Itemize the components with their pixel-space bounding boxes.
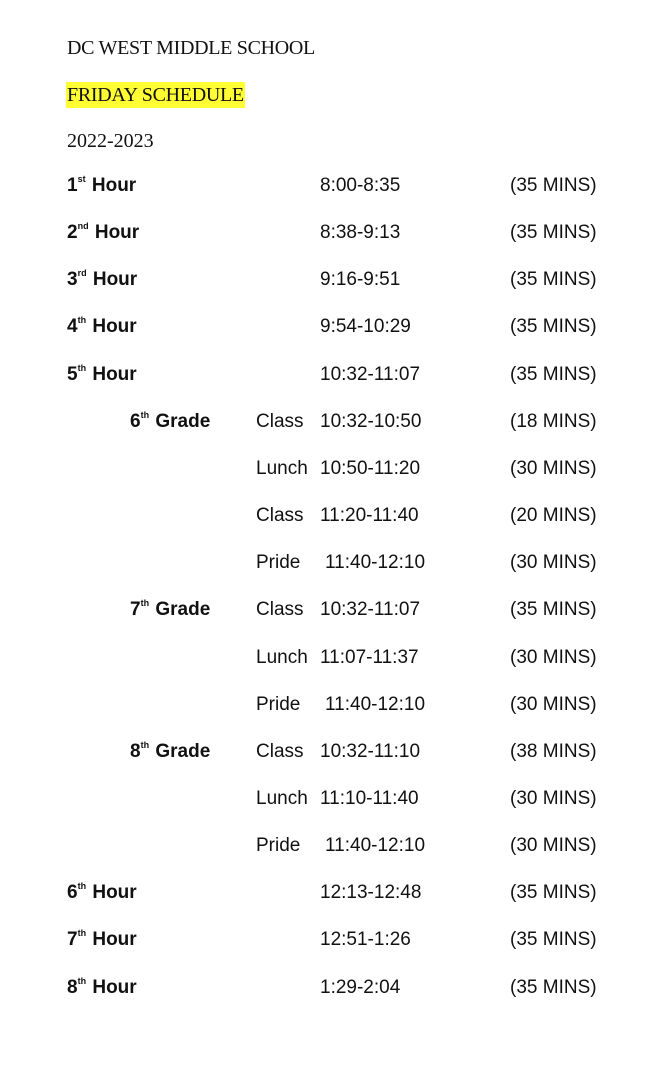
duration: (35 MINS) [510,976,597,998]
grade-sub-row [0,643,660,673]
duration: (30 MINS) [510,552,597,574]
label-word: Hour [92,269,138,291]
time-range: 8:00-8:35 [320,175,401,196]
time-range: 1:29-2:04 [320,976,401,998]
ordinal-number: 3 [67,269,78,291]
label-word: Hour [92,882,137,904]
ordinal-number: 4 [67,316,78,338]
ordinal-number: 6 [67,882,78,904]
hour-row [0,878,660,908]
ordinal-number: 1 [67,175,78,196]
school-year: 2022-2023 [67,130,154,152]
period-type: Class [256,505,304,527]
hour-row [0,360,660,390]
ordinal-suffix: rd [77,268,87,279]
duration: (35 MINS) [510,222,597,244]
duration: (35 MINS) [510,882,597,904]
ordinal-number: 7 [130,599,141,621]
grade-label [130,737,210,769]
duration: (30 MINS) [510,457,597,479]
time-range: 12:13-12:48 [320,882,422,904]
duration: (18 MINS) [510,410,597,432]
duration: (30 MINS) [510,787,597,809]
hour-row [0,973,660,1003]
time-range: 11:40-12:10 [325,552,426,574]
time-range: 9:54-10:29 [320,316,411,338]
time-range: 10:32-11:10 [320,740,421,762]
label-word: Hour [92,929,137,951]
period-type: Pride [256,552,301,574]
duration: (35 MINS) [510,599,597,621]
period-type: Lunch [256,787,308,809]
ordinal-suffix: th [77,362,87,373]
ordinal-suffix: th [140,598,150,609]
ordinal-suffix: th [77,975,87,986]
school-title: DC WEST MIDDLE SCHOOL [67,37,315,59]
time-range: 10:32-10:50 [320,410,422,432]
period-type: Pride [256,693,301,715]
schedule-title: FRIDAY SCHEDULE [67,84,244,106]
label-word: Grade [155,740,211,762]
hour-label [67,312,137,344]
hour-label [67,218,139,250]
label-word: Hour [92,976,137,998]
period-type: Class [256,599,304,621]
ordinal-suffix: th [140,739,150,750]
label-word: Hour [92,363,137,385]
grade-sub-row [0,501,660,531]
label-word: Hour [91,175,137,196]
grade-sub-row [0,737,660,767]
ordinal-suffix: nd [77,221,89,232]
label-word: Grade [155,410,211,432]
ordinal-number: 8 [130,740,141,762]
ordinal-number: 8 [67,976,78,998]
ordinal-suffix: th [77,315,87,326]
hour-row [0,312,660,342]
label-word: Hour [94,222,140,244]
grade-sub-row [0,407,660,437]
grade-sub-row [0,595,660,625]
duration: (30 MINS) [510,646,597,668]
hour-label [67,171,136,203]
label-word: Grade [155,599,211,621]
duration: (35 MINS) [510,175,597,196]
hour-label [67,360,137,392]
time-range: 11:40-12:10 [325,693,426,715]
grade-sub-row [0,784,660,814]
hour-label [67,973,137,1005]
duration: (35 MINS) [510,269,597,291]
ordinal-suffix: st [77,174,86,184]
time-range: 11:10-11:40 [320,787,419,809]
time-range: 10:32-11:07 [320,363,421,385]
ordinal-number: 6 [130,410,141,432]
duration: (35 MINS) [510,363,597,385]
period-type: Lunch [256,457,308,479]
ordinal-number: 2 [67,222,78,244]
duration: (35 MINS) [510,316,597,338]
ordinal-suffix: th [140,409,150,420]
time-range: 9:16-9:51 [320,269,401,291]
hour-label [67,878,137,910]
grade-sub-row [0,454,660,484]
period-type: Pride [256,835,301,857]
hour-label [67,265,137,297]
grade-sub-row [0,548,660,578]
time-range: 12:51-1:26 [320,929,411,951]
period-type: Class [256,410,304,432]
duration: (35 MINS) [510,929,597,951]
ordinal-number: 7 [67,929,78,951]
duration: (30 MINS) [510,693,597,715]
time-range: 8:38-9:13 [320,222,401,244]
label-word: Hour [92,316,137,338]
ordinal-number: 5 [67,363,78,385]
period-type: Lunch [256,646,308,668]
hour-label [67,925,137,957]
time-range: 11:40-12:10 [325,835,426,857]
time-range: 11:07-11:37 [320,646,419,668]
period-type: Class [256,740,304,762]
ordinal-suffix: th [77,881,87,892]
ordinal-suffix: th [77,928,87,939]
hour-row [0,925,660,955]
duration: (38 MINS) [510,740,597,762]
grade-sub-row [0,690,660,720]
grade-label [130,595,210,627]
duration: (20 MINS) [510,505,597,527]
hour-row [0,171,660,201]
hour-row [0,218,660,248]
duration: (30 MINS) [510,835,597,857]
hour-row [0,265,660,295]
time-range: 10:50-11:20 [320,457,421,479]
grade-sub-row [0,831,660,861]
time-range: 11:20-11:40 [320,505,419,527]
grade-label [130,407,210,439]
time-range: 10:32-11:07 [320,599,421,621]
